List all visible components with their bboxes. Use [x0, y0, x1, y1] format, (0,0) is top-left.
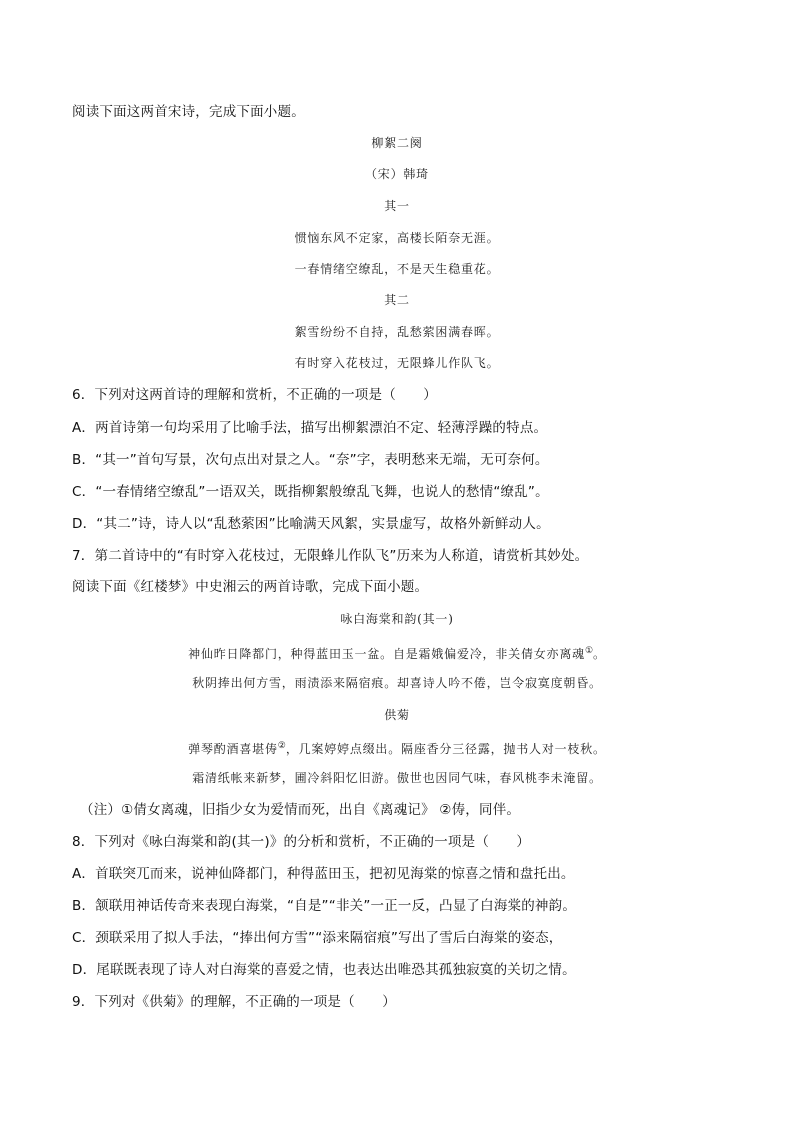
poem-line: 一春情绪空缭乱，不是天生稳重花。 — [294, 262, 500, 276]
question-6-option-a: A．两首诗第一句均采用了比喻手法，描写出柳絮漂泊不定、轻薄浮躁的特点。 — [72, 420, 548, 436]
question-7-stem: 7．第二首诗中的“有时穿入花枝过，无限蜂儿作队飞”历来为人称道，请赏析其妙处。 — [72, 548, 589, 564]
poem-title: 供菊 — [384, 708, 410, 722]
reading-intro-1: 阅读下面这两首宋诗，完成下面小题。 — [72, 104, 305, 120]
poem-line: 惯恼东风不定家，高楼长陌奈无涯。 — [294, 231, 500, 245]
poem-line: 有时穿入花枝过，无限蜂儿作队飞。 — [294, 356, 500, 370]
poem-line: 秋阴捧出何方雪，雨渍添来隔宿痕。却喜诗人吟不倦，岂令寂寞度朝昏。 — [192, 676, 602, 690]
question-6-option-d: D．“其二”诗，诗人以“乱愁萦困”比喻满天风絮，实景虚写，故格外新鲜动人。 — [72, 516, 550, 532]
question-8-option-b: B．颔联用神话传奇来表现白海棠，“自是”“非关”一正一反，凸显了白海棠的神韵。 — [72, 898, 577, 914]
question-9-stem: 9．下列对《供菊》的理解，不正确的一项是（ ） — [72, 994, 396, 1010]
question-8-option-a: A．首联突兀而来，说神仙降都门，种得蓝田玉，把初见海棠的惊喜之情和盘托出。 — [72, 866, 575, 882]
poem-author: （宋）韩琦 — [364, 167, 429, 181]
poem-part-heading: 其一 — [384, 199, 410, 213]
reading-intro-2: 阅读下面《红楼梦》中史湘云的两首诗歌，完成下面小题。 — [72, 579, 429, 595]
poem-line: 霜清纸帐来新梦，圃冷斜阳忆旧游。傲世也因同气味，春风桃李未淹留。 — [192, 771, 602, 785]
footnote-marker: ② — [277, 741, 286, 751]
poem-part-heading: 其二 — [384, 293, 410, 307]
footnote-marker: ① — [584, 646, 594, 656]
question-8-stem: 8．下列对《咏白海棠和韵(其一)》的分析和赏析，不正确的一项是（ ） — [72, 834, 531, 850]
poem-line: 絮雪纷纷不自持，乱愁萦困满春晖。 — [294, 325, 500, 339]
poem-title: 咏白海棠和韵(其一) — [340, 612, 454, 626]
question-6-stem: 6．下列对这两首诗的理解和赏析，不正确的一项是（ ） — [72, 387, 437, 403]
poem-title: 柳絮二阕 — [371, 136, 423, 150]
poem-line: 神仙昨日降都门，种得蓝田玉一盆。自是霜娥偏爱冷，非关倩女亦离魂①。 — [188, 646, 606, 661]
question-6-option-b: B．“其一”首句写景，次句点出对景之人。“奈”字，表明愁来无端，无可奈何。 — [72, 452, 549, 468]
question-8-option-c: C．颈联采用了拟人手法，“捧出何方雪”“添来隔宿痕”写出了雪后白海棠的姿态， — [72, 930, 563, 946]
question-8-option-d: D．尾联既表现了诗人对白海棠的喜爱之情，也表达出唯恐其孤独寂寞的关切之情。 — [72, 962, 576, 978]
question-6-option-c: C．“一春情绪空缭乱”一语双关，既指柳絮般缭乱飞舞，也说人的愁情“缭乱”。 — [72, 484, 549, 500]
footnote: （注）①倩女离魂，旧指少女为爱情而死，出自《离魂记》 ②俦，同伴。 — [80, 802, 521, 818]
poem-line: 弹琴酌酒喜堪俦②，几案婷婷点缀出。隔座香分三径露，抛书人对一枝秋。 — [188, 741, 606, 756]
